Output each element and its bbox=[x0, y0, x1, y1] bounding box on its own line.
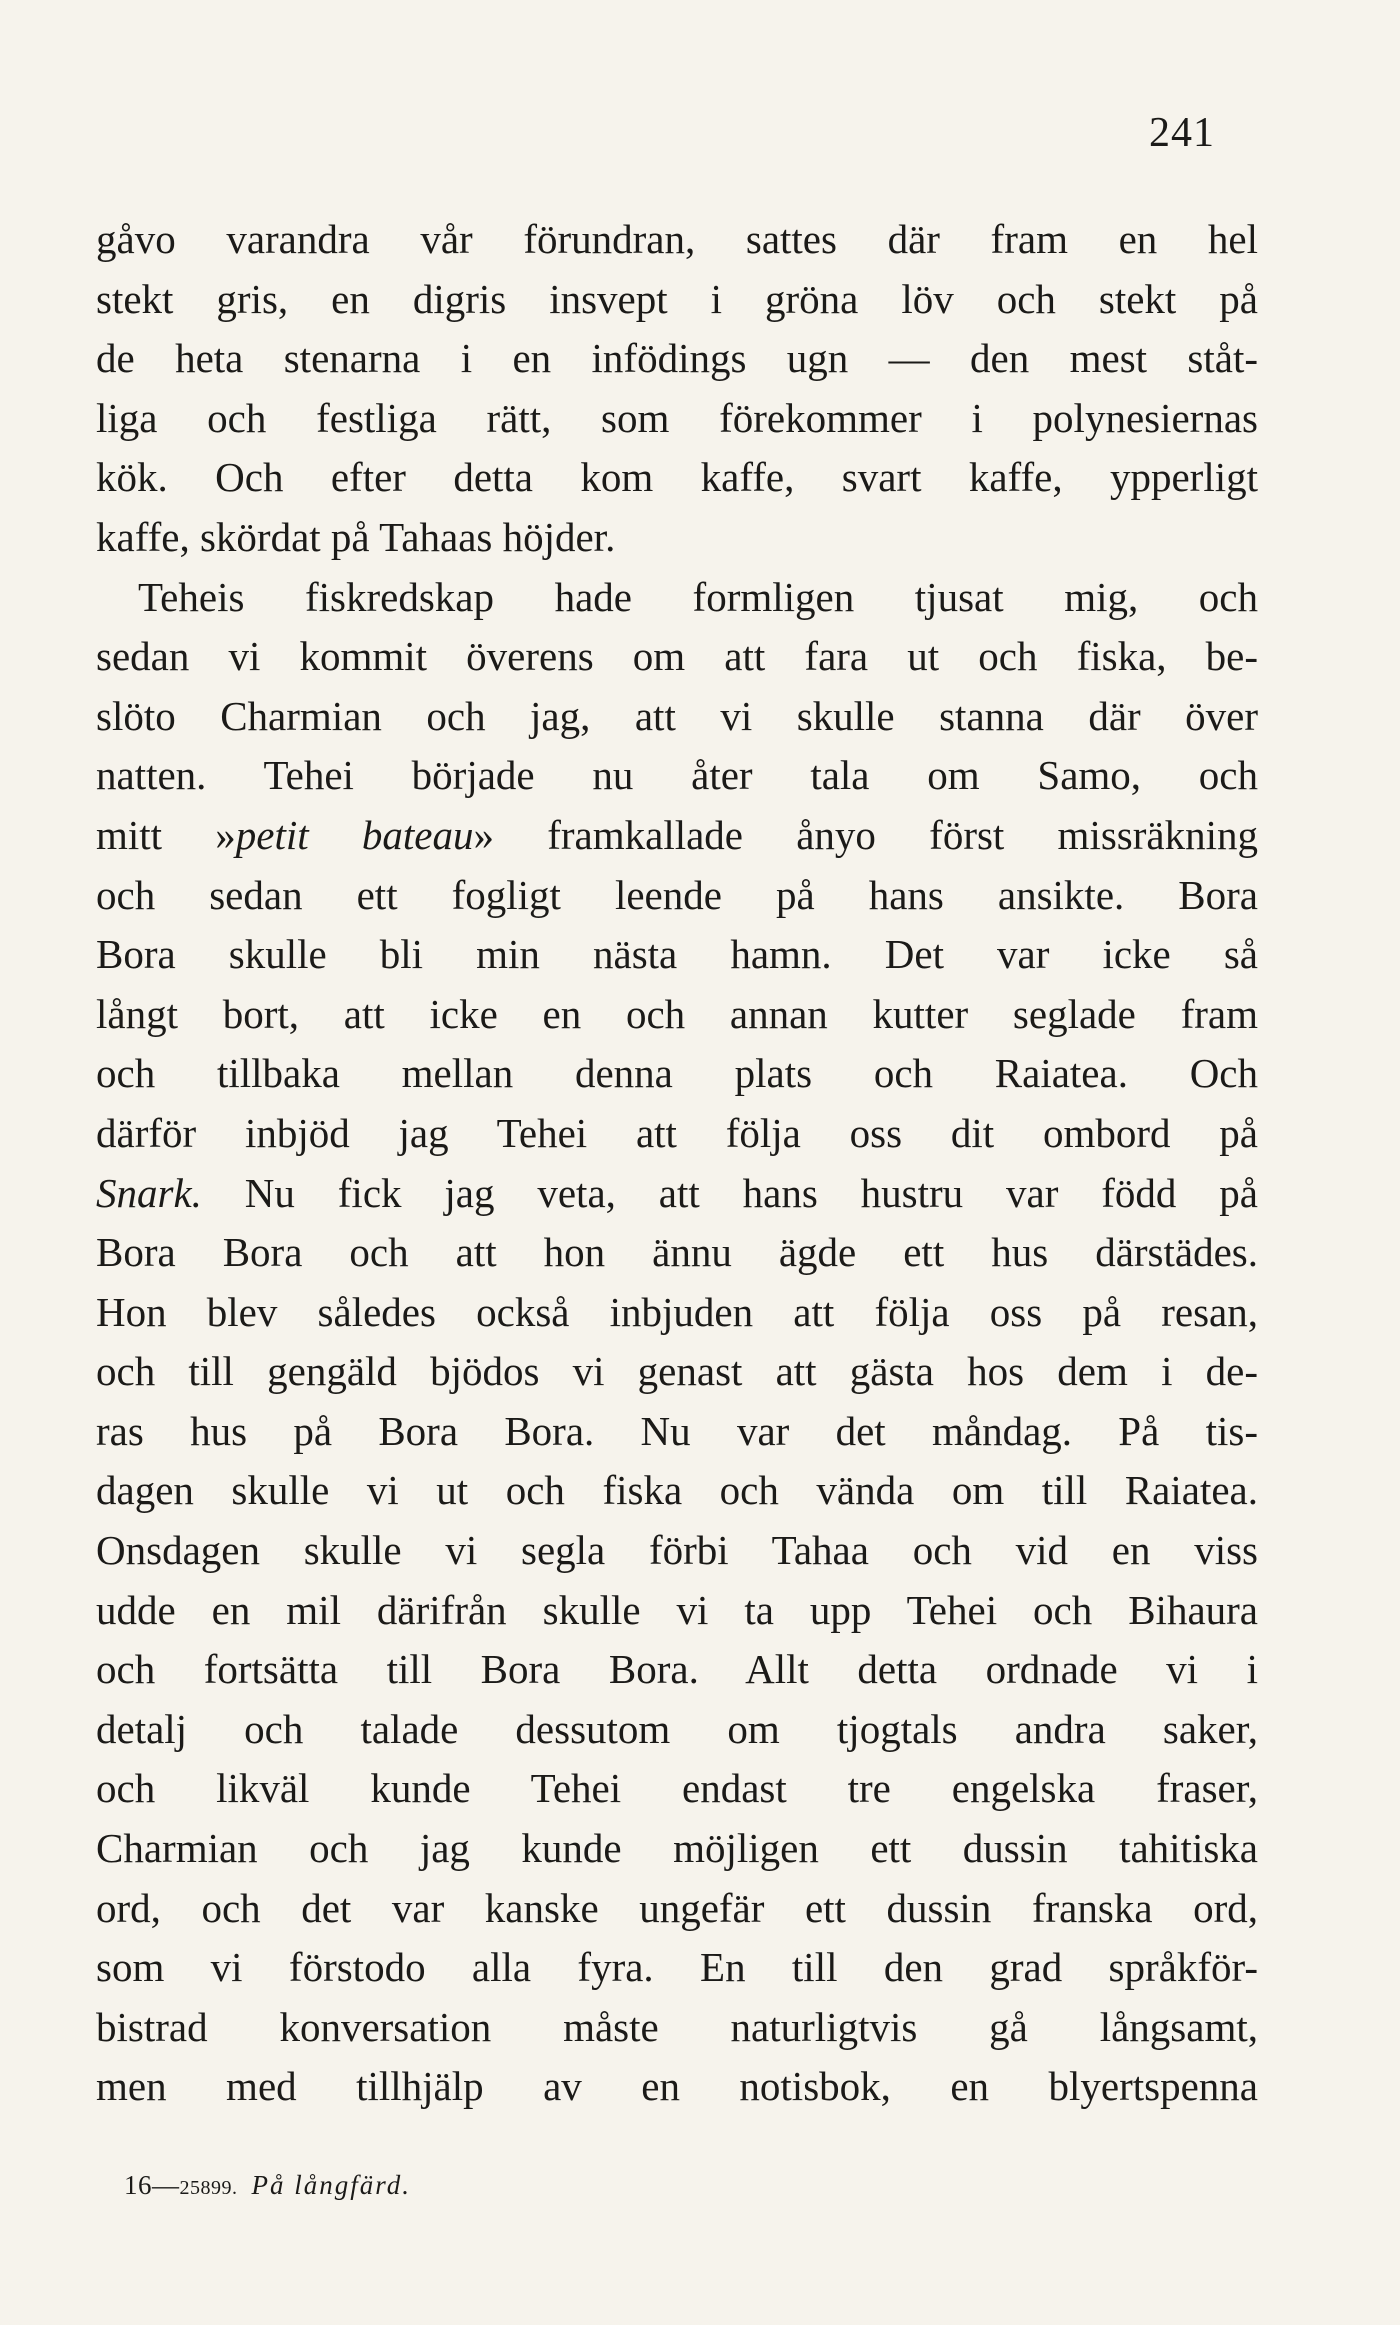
text-line: liga och festliga rätt, som förekommer i polynesiernas bbox=[96, 394, 1258, 441]
text-line: Bora skulle bli min nästa hamn. Det var icke så bbox=[96, 931, 1258, 978]
text-line: och sedan ett fogligt leende på hans ansikte. Bora bbox=[96, 871, 1258, 918]
footer-book-title: På långfärd. bbox=[251, 2170, 412, 2200]
body-text bbox=[96, 210, 1258, 2117]
text-line: därför inbjöd jag Tehei att följa oss dit ombord på bbox=[96, 1109, 1258, 1156]
italic-phrase: Snark. bbox=[96, 1169, 202, 1216]
text-line: Charmian och jag kunde möjligen ett dussin tahitiska bbox=[96, 1825, 1258, 1872]
text-segment: » framkallade ånyo först missräkning bbox=[473, 811, 1258, 858]
text-line: och likväl kunde Tehei endast tre engelska fraser, bbox=[96, 1765, 1258, 1812]
text-line: Teheis fiskredskap hade formligen tjusat mig, och bbox=[138, 573, 1258, 620]
text-line: sedan vi kommit överens om att fara ut och fiska, be- bbox=[96, 633, 1258, 680]
text-line bbox=[96, 806, 1258, 866]
text-segment: mitt » bbox=[96, 811, 236, 858]
text-line: stekt gris, en digris insvept i gröna löv och stekt på bbox=[96, 275, 1258, 322]
text-line: bistrad konversation måste naturligtvis gå långsamt, bbox=[96, 2003, 1258, 2050]
text-line: ras hus på Bora Bora. Nu var det måndag. På tis- bbox=[96, 1407, 1258, 1454]
text-line: långt bort, att icke en och annan kutter seglade fram bbox=[96, 990, 1258, 1037]
text-line: udde en mil därifrån skulle vi ta upp Tehei och Bihaura bbox=[96, 1586, 1258, 1633]
page-footer bbox=[124, 2170, 411, 2201]
text-line: och tillbaka mellan denna plats och Raiatea. Och bbox=[96, 1050, 1258, 1097]
text-line: de heta stenarna i en infödings ugn — den mest ståt- bbox=[96, 335, 1258, 382]
text-line: Hon blev således också inbjuden att följa oss på resan, bbox=[96, 1288, 1258, 1335]
text-line: Onsdagen skulle vi segla förbi Tahaa och vid en viss bbox=[96, 1527, 1258, 1574]
text-line: slöto Charmian och jag, att vi skulle stanna där över bbox=[96, 692, 1258, 739]
footer-sheet-number: 16— bbox=[124, 2170, 180, 2200]
text-segment: Nu fick jag veta, att hans hustru var född på bbox=[201, 1169, 1258, 1216]
text-line: kök. Och efter detta kom kaffe, svart kaffe, ypperligt bbox=[96, 454, 1258, 501]
text-line: natten. Tehei började nu åter tala om Samo, och bbox=[96, 752, 1258, 799]
text-line bbox=[96, 1164, 1258, 1224]
text-line: som vi förstodo alla fyra. En till den grad språkför- bbox=[96, 1944, 1258, 1991]
text-line: Bora Bora och att hon ännu ägde ett hus därstädes. bbox=[96, 1229, 1258, 1276]
text-line: dagen skulle vi ut och fiska och vända om till Raiatea. bbox=[96, 1467, 1258, 1514]
text-line: gåvo varandra vår förundran, sattes där fram en hel bbox=[96, 216, 1258, 262]
text-line: men med tillhjälp av en notisbok, en blyertspenna bbox=[96, 2063, 1258, 2110]
italic-phrase: petit bateau bbox=[235, 811, 474, 858]
page-number: 241 bbox=[1149, 110, 1215, 156]
text-line: detalj och talade dessutom om tjogtals andra saker, bbox=[96, 1705, 1258, 1752]
footer-print-code: 25899. bbox=[179, 2177, 238, 2199]
text-line: och fortsätta till Bora Bora. Allt detta ordnade vi i bbox=[96, 1646, 1258, 1693]
text-line: ord, och det var kanske ungefär ett dussin franska ord, bbox=[96, 1884, 1258, 1931]
text-line: kaffe, skördat på Tahaas höjder. bbox=[96, 513, 616, 560]
text-line: och till gengäld bjödos vi genast att gästa hos dem i de- bbox=[96, 1348, 1258, 1395]
